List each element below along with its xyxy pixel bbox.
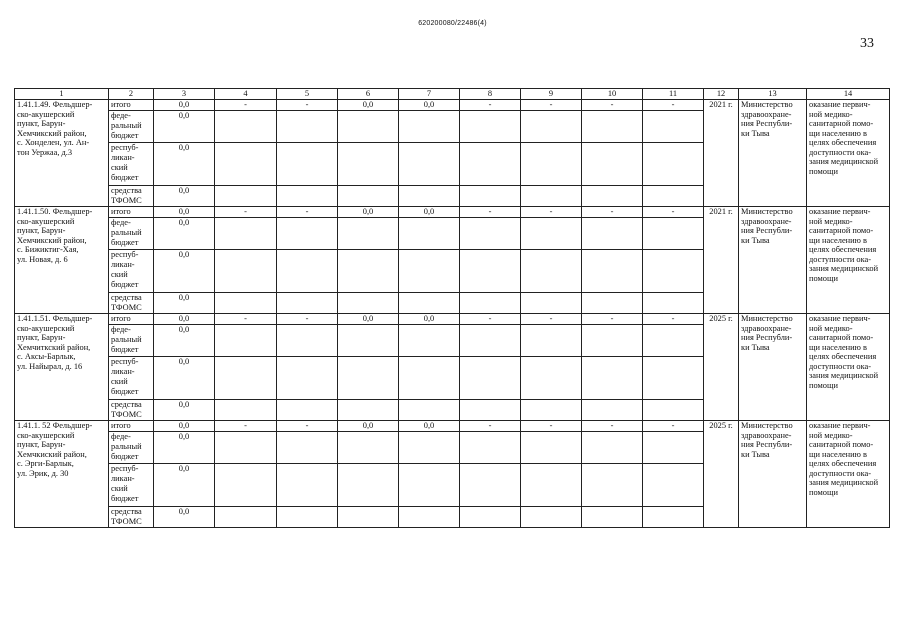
amount-cell-col-5 [277, 142, 338, 185]
amount-cell-col-11 [643, 463, 704, 506]
amount-cell-col-11: - [643, 421, 704, 432]
amount-cell-col-3: 0,0 [154, 463, 215, 506]
amount-cell-col-10: - [582, 207, 643, 218]
amount-cell-col-9 [521, 249, 582, 292]
amount-cell-col-6 [338, 399, 399, 420]
amount-cell-col-8: - [460, 100, 521, 111]
amount-cell-col-5 [277, 185, 338, 206]
amount-cell-col-9 [521, 325, 582, 357]
amount-cell-col-8 [460, 185, 521, 206]
amount-cell-col-6 [338, 506, 399, 527]
funding-source-cell: респуб- ликан- ский бюджет [109, 463, 154, 506]
amount-cell-col-3: 0,0 [154, 421, 215, 432]
year-cell: 2021 г. [704, 100, 739, 207]
table-body [15, 89, 890, 528]
amount-cell-col-9 [521, 506, 582, 527]
amount-cell-col-4: - [215, 314, 277, 325]
funding-source-cell: респуб- ликан- ский бюджет [109, 249, 154, 292]
funding-source-cell: итого [109, 421, 154, 432]
amount-cell-col-9 [521, 142, 582, 185]
program-table [14, 88, 890, 528]
amount-cell-col-7: 0,0 [399, 100, 460, 111]
amount-cell-col-5 [277, 506, 338, 527]
amount-cell-col-4 [215, 185, 277, 206]
amount-cell-col-5 [277, 292, 338, 313]
amount-cell-col-10 [582, 249, 643, 292]
amount-cell-col-11 [643, 399, 704, 420]
amount-cell-col-9 [521, 432, 582, 464]
table-row [15, 207, 890, 218]
amount-cell-col-8 [460, 249, 521, 292]
funding-source-cell: респуб- ликан- ский бюджет [109, 142, 154, 185]
amount-cell-col-5: - [277, 100, 338, 111]
amount-cell-col-8 [460, 218, 521, 250]
amount-cell-col-10: - [582, 314, 643, 325]
amount-cell-col-7 [399, 292, 460, 313]
amount-cell-col-6 [338, 185, 399, 206]
page-number: 33 [860, 36, 874, 51]
amount-cell-col-5 [277, 356, 338, 399]
amount-cell-col-9 [521, 292, 582, 313]
amount-cell-col-3: 0,0 [154, 249, 215, 292]
amount-cell-col-10: - [582, 421, 643, 432]
amount-cell-col-6 [338, 142, 399, 185]
header-col-5: 5 [277, 89, 338, 100]
amount-cell-col-10: - [582, 100, 643, 111]
amount-cell-col-8 [460, 325, 521, 357]
amount-cell-col-6: 0,0 [338, 207, 399, 218]
amount-cell-col-3: 0,0 [154, 325, 215, 357]
amount-cell-col-10 [582, 356, 643, 399]
header-col-8: 8 [460, 89, 521, 100]
funding-source-cell: итого [109, 207, 154, 218]
funding-source-cell: феде- ральный бюджет [109, 432, 154, 464]
amount-cell-col-4 [215, 399, 277, 420]
amount-cell-col-3: 0,0 [154, 100, 215, 111]
amount-cell-col-9 [521, 463, 582, 506]
table-row [15, 314, 890, 325]
amount-cell-col-3: 0,0 [154, 356, 215, 399]
amount-cell-col-7 [399, 218, 460, 250]
amount-cell-col-10 [582, 142, 643, 185]
amount-cell-col-6 [338, 463, 399, 506]
amount-cell-col-3: 0,0 [154, 292, 215, 313]
amount-cell-col-4 [215, 142, 277, 185]
header-col-7: 7 [399, 89, 460, 100]
amount-cell-col-4 [215, 292, 277, 313]
amount-cell-col-5 [277, 463, 338, 506]
amount-cell-col-11 [643, 292, 704, 313]
table-row [15, 100, 890, 111]
object-name-cell: 1.41.1.51. Фельдшер- ско-акушерский пункт, Барун- Хемчиткский район, с. Аксы-Барлык, ул. Найырал, д. 16 [15, 314, 109, 421]
amount-cell-col-3: 0,0 [154, 218, 215, 250]
funding-source-cell: феде- ральный бюджет [109, 325, 154, 357]
amount-cell-col-9: - [521, 314, 582, 325]
amount-cell-col-8: - [460, 314, 521, 325]
header-col-13: 13 [739, 89, 807, 100]
amount-cell-col-4 [215, 325, 277, 357]
amount-cell-col-11: - [643, 207, 704, 218]
amount-cell-col-3: 0,0 [154, 111, 215, 143]
amount-cell-col-7 [399, 463, 460, 506]
funding-source-cell: феде- ральный бюджет [109, 111, 154, 143]
amount-cell-col-7 [399, 506, 460, 527]
amount-cell-col-7 [399, 325, 460, 357]
header-col-11: 11 [643, 89, 704, 100]
amount-cell-col-11: - [643, 314, 704, 325]
funding-source-cell: средства ТФОМС [109, 506, 154, 527]
amount-cell-col-3: 0,0 [154, 207, 215, 218]
funding-source-cell: средства ТФОМС [109, 399, 154, 420]
funding-source-cell: средства ТФОМС [109, 292, 154, 313]
amount-cell-col-10 [582, 218, 643, 250]
amount-cell-col-10 [582, 185, 643, 206]
funding-source-cell: итого [109, 100, 154, 111]
amount-cell-col-4 [215, 506, 277, 527]
funding-source-cell: средства ТФОМС [109, 185, 154, 206]
amount-cell-col-7 [399, 432, 460, 464]
table-row [15, 421, 890, 432]
amount-cell-col-10 [582, 292, 643, 313]
amount-cell-col-5 [277, 111, 338, 143]
amount-cell-col-11: - [643, 100, 704, 111]
amount-cell-col-11 [643, 356, 704, 399]
amount-cell-col-11 [643, 185, 704, 206]
result-cell: оказание первич- ной медико- санитарной помо- щи населению в целях обеспечения доступности ока- зания медицинской помощи [807, 314, 890, 421]
amount-cell-col-10 [582, 506, 643, 527]
funding-source-cell: респуб- ликан- ский бюджет [109, 356, 154, 399]
amount-cell-col-3: 0,0 [154, 432, 215, 464]
amount-cell-col-8 [460, 463, 521, 506]
result-cell: оказание первич- ной медико- санитарной помо- щи населению в целях обеспечения доступности ока- зания медицинской помощи [807, 207, 890, 314]
amount-cell-col-10 [582, 399, 643, 420]
amount-cell-col-6 [338, 292, 399, 313]
amount-cell-col-5 [277, 399, 338, 420]
amount-cell-col-6 [338, 218, 399, 250]
amount-cell-col-8 [460, 399, 521, 420]
amount-cell-col-8 [460, 432, 521, 464]
amount-cell-col-4 [215, 463, 277, 506]
amount-cell-col-11 [643, 249, 704, 292]
amount-cell-col-7: 0,0 [399, 314, 460, 325]
amount-cell-col-5 [277, 249, 338, 292]
amount-cell-col-9: - [521, 421, 582, 432]
amount-cell-col-9 [521, 356, 582, 399]
amount-cell-col-11 [643, 142, 704, 185]
amount-cell-col-6: 0,0 [338, 314, 399, 325]
amount-cell-col-4 [215, 218, 277, 250]
amount-cell-col-7 [399, 356, 460, 399]
header-col-6: 6 [338, 89, 399, 100]
header-col-10: 10 [582, 89, 643, 100]
object-name-cell: 1.41.1. 52 Фельдшер- ско-акушерский пункт, Барун- Хемчкиский район, с. Эрги-Барлык, ул. Эрик, д. 30 [15, 421, 109, 528]
amount-cell-col-10 [582, 463, 643, 506]
header-col-9: 9 [521, 89, 582, 100]
amount-cell-col-9 [521, 111, 582, 143]
amount-cell-col-6: 0,0 [338, 100, 399, 111]
amount-cell-col-10 [582, 432, 643, 464]
amount-cell-col-11 [643, 325, 704, 357]
header-col-1: 1 [15, 89, 109, 100]
year-cell: 2025 г. [704, 314, 739, 421]
executor-cell: Министерство здравоохране- ния Республи- ки Тыва [739, 421, 807, 528]
amount-cell-col-8 [460, 142, 521, 185]
amount-cell-col-4 [215, 111, 277, 143]
header-row [15, 89, 890, 100]
header-col-2: 2 [109, 89, 154, 100]
header-col-12: 12 [704, 89, 739, 100]
object-name-cell: 1.41.1.50. Фельдшер- ско-акушерский пункт, Барун- Хемчикский район, с. Бижиктиг-Хая, ул. Новая, д. 6 [15, 207, 109, 314]
amount-cell-col-11 [643, 218, 704, 250]
amount-cell-col-4: - [215, 207, 277, 218]
amount-cell-col-4 [215, 249, 277, 292]
amount-cell-col-7: 0,0 [399, 207, 460, 218]
amount-cell-col-5: - [277, 207, 338, 218]
header-col-4: 4 [215, 89, 277, 100]
amount-cell-col-3: 0,0 [154, 506, 215, 527]
amount-cell-col-11 [643, 111, 704, 143]
amount-cell-col-9: - [521, 100, 582, 111]
funding-source-cell: феде- ральный бюджет [109, 218, 154, 250]
executor-cell: Министерство здравоохране- ния Республи- ки Тыва [739, 314, 807, 421]
amount-cell-col-7 [399, 142, 460, 185]
amount-cell-col-5 [277, 218, 338, 250]
amount-cell-col-4: - [215, 421, 277, 432]
executor-cell: Министерство здравоохране- ния Республи- ки Тыва [739, 100, 807, 207]
amount-cell-col-6 [338, 432, 399, 464]
object-name-cell: 1.41.1.49. Фельдшер- ско-акушерский пункт, Барун- Хемчикский район, с. Хонделен, ул. Ан- тон Уержаа, д.3 [15, 100, 109, 207]
amount-cell-col-4 [215, 432, 277, 464]
year-cell: 2021 г. [704, 207, 739, 314]
header-col-14: 14 [807, 89, 890, 100]
amount-cell-col-3: 0,0 [154, 314, 215, 325]
amount-cell-col-3: 0,0 [154, 185, 215, 206]
document-id: 620200080/22486(4) [418, 20, 487, 27]
amount-cell-col-11 [643, 506, 704, 527]
amount-cell-col-6 [338, 356, 399, 399]
amount-cell-col-3: 0,0 [154, 399, 215, 420]
header-col-3: 3 [154, 89, 215, 100]
result-cell: оказание первич- ной медико- санитарной помо- щи населению в целях обеспечения доступности ока- зания медицинской помощи [807, 421, 890, 528]
amount-cell-col-7: 0,0 [399, 421, 460, 432]
amount-cell-col-8: - [460, 421, 521, 432]
amount-cell-col-7 [399, 185, 460, 206]
funding-source-cell: итого [109, 314, 154, 325]
amount-cell-col-6 [338, 249, 399, 292]
amount-cell-col-4 [215, 356, 277, 399]
amount-cell-col-4: - [215, 100, 277, 111]
amount-cell-col-9 [521, 218, 582, 250]
amount-cell-col-6: 0,0 [338, 421, 399, 432]
amount-cell-col-8 [460, 506, 521, 527]
amount-cell-col-3: 0,0 [154, 142, 215, 185]
amount-cell-col-9: - [521, 207, 582, 218]
amount-cell-col-10 [582, 325, 643, 357]
executor-cell: Министерство здравоохране- ния Республи- ки Тыва [739, 207, 807, 314]
amount-cell-col-7 [399, 399, 460, 420]
result-cell: оказание первич- ной медико- санитарной помо- щи населению в целях обеспечения доступности ока- зания медицинской помощи [807, 100, 890, 207]
amount-cell-col-5 [277, 325, 338, 357]
amount-cell-col-7 [399, 249, 460, 292]
amount-cell-col-8 [460, 292, 521, 313]
amount-cell-col-5: - [277, 421, 338, 432]
amount-cell-col-5 [277, 432, 338, 464]
amount-cell-col-8 [460, 356, 521, 399]
amount-cell-col-5: - [277, 314, 338, 325]
amount-cell-col-7 [399, 111, 460, 143]
amount-cell-col-9 [521, 399, 582, 420]
amount-cell-col-11 [643, 432, 704, 464]
amount-cell-col-6 [338, 111, 399, 143]
amount-cell-col-6 [338, 325, 399, 357]
amount-cell-col-9 [521, 185, 582, 206]
amount-cell-col-8 [460, 111, 521, 143]
amount-cell-col-10 [582, 111, 643, 143]
amount-cell-col-8: - [460, 207, 521, 218]
year-cell: 2025 г. [704, 421, 739, 528]
